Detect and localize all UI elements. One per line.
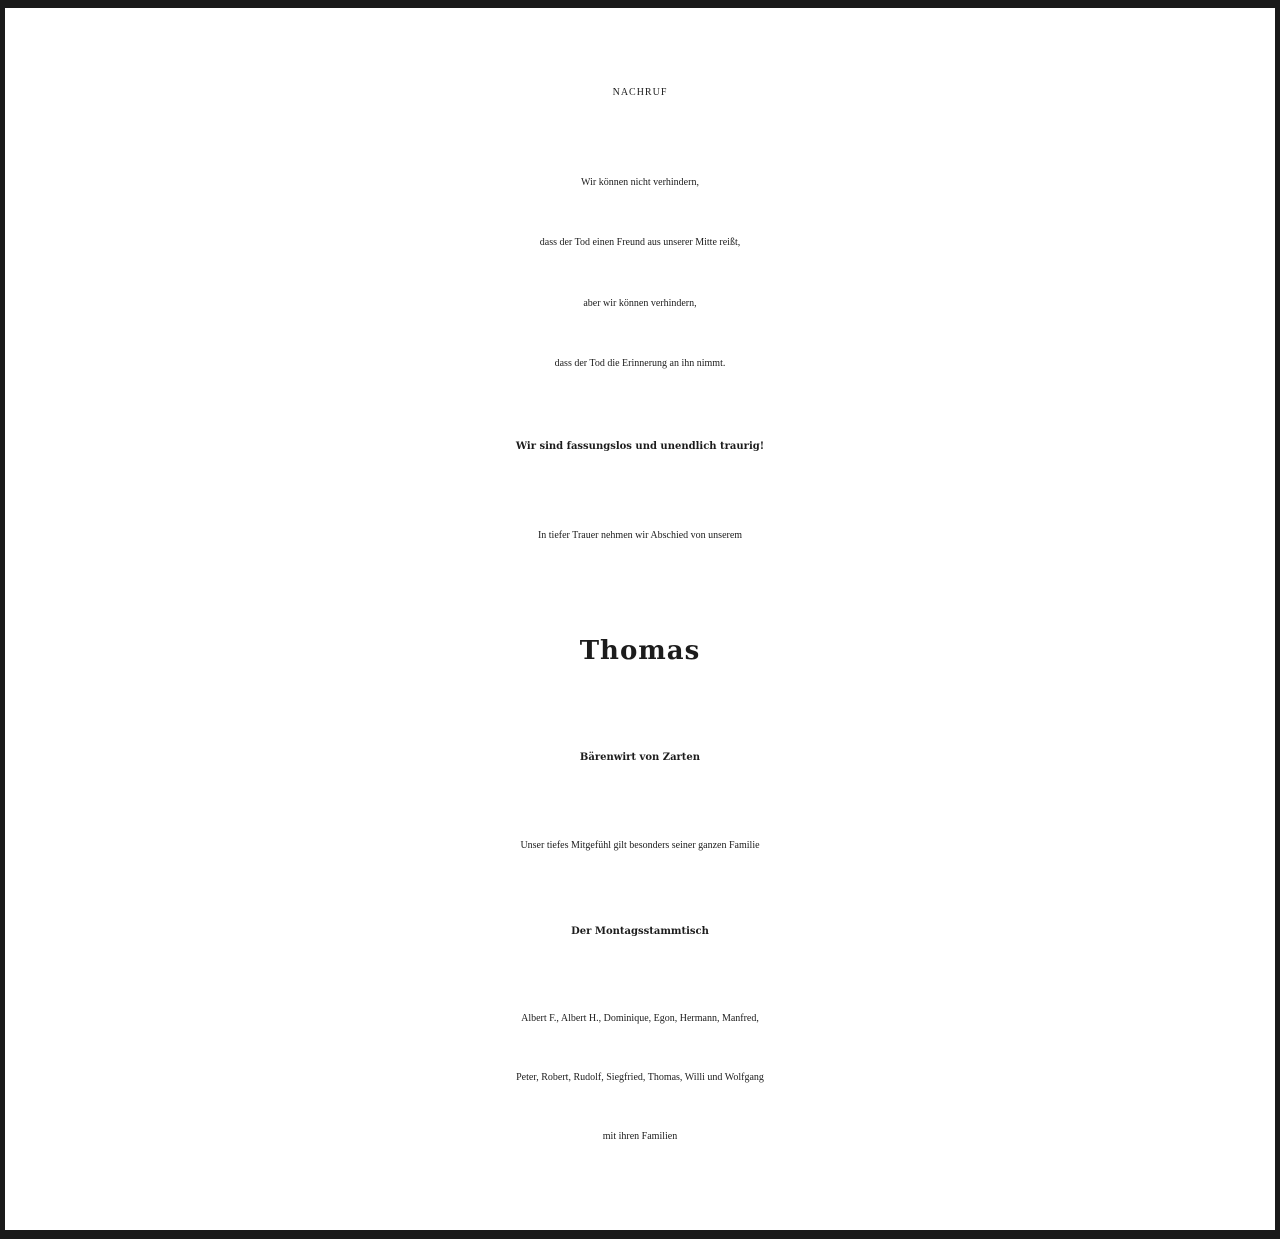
deceased-title: Bärenwirt von Zarten xyxy=(579,752,701,763)
verse-line: Wir können nicht verhindern, xyxy=(581,177,699,188)
group-name: Der Montagsstammtisch xyxy=(571,926,709,937)
sorrow-statement: Wir sind fassungslos und unendlich traurig! xyxy=(515,441,765,452)
members-line: Albert F., Albert H., Dominique, Egon, Hermann, Manfred, xyxy=(521,1013,759,1024)
verse-line: dass der Tod die Erinnerung an ihn nimmt. xyxy=(554,358,726,369)
members-line: Peter, Robert, Rudolf, Siegfried, Thomas, Willi und Wolfgang xyxy=(516,1072,764,1083)
members-line: mit ihren Familien xyxy=(602,1131,678,1142)
notice-title: NACHRUF xyxy=(612,87,668,98)
deceased-name: Thomas xyxy=(579,636,701,666)
sympathy-statement: Unser tiefes Mitgefühl gilt besonders seiner ganzen Familie xyxy=(520,840,760,851)
farewell-intro: In tiefer Trauer nehmen wir Abschied von unserem xyxy=(537,530,743,541)
verse-line: dass der Tod einen Freund aus unserer Mitte reißt, xyxy=(539,237,741,248)
verse-line: aber wir können verhindern, xyxy=(583,298,697,309)
